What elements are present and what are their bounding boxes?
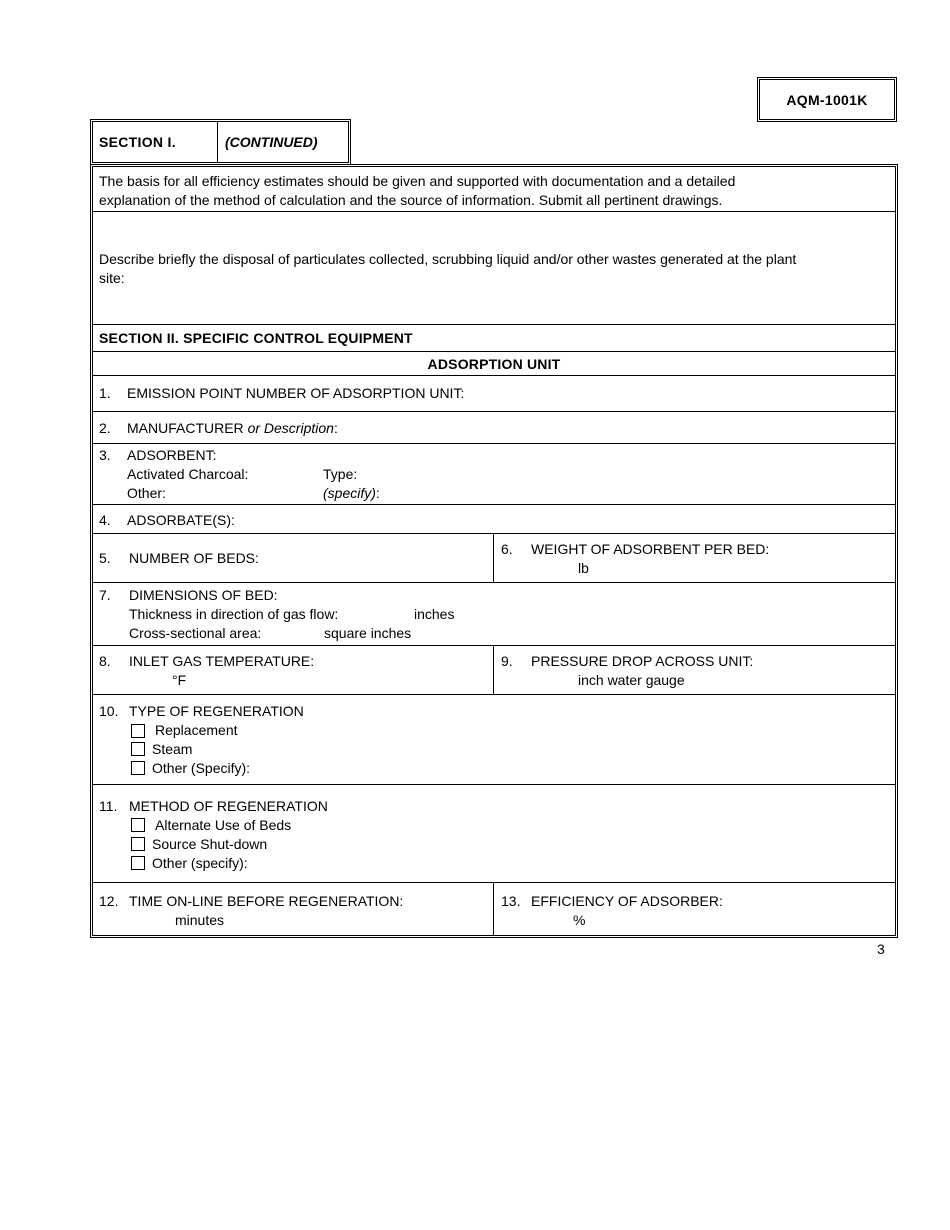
section-2-title: SECTION II. SPECIFIC CONTROL EQUIPMENT — [99, 330, 413, 346]
area-label: Cross-sectional area: — [129, 625, 262, 641]
q10-label: TYPE OF REGENERATION — [129, 703, 304, 719]
adsorption-unit-title: ADSORPTION UNIT — [427, 356, 561, 372]
other-adsorbent-specify-field[interactable]: (specify): — [323, 485, 380, 501]
section-1-header — [90, 119, 351, 165]
checkbox[interactable] — [131, 818, 145, 832]
q5-number: 5. — [99, 550, 111, 566]
divider — [93, 443, 895, 444]
checkbox[interactable] — [131, 761, 145, 775]
q6-unit: lb — [578, 560, 589, 576]
q9-unit: inch water gauge — [578, 672, 685, 688]
form-code-box — [757, 77, 897, 122]
q9-number: 9. — [501, 653, 513, 669]
q2-number: 2. — [99, 420, 111, 436]
q12-number: 12. — [99, 893, 119, 909]
charcoal-label: Activated Charcoal: — [127, 466, 249, 482]
q1-label: EMISSION POINT NUMBER OF ADSORPTION UNIT: — [127, 385, 465, 401]
checkbox[interactable] — [131, 856, 145, 870]
basis-note-line-1: The basis for all efficiency estimates should be given and supported with documentation and a detailed — [99, 173, 736, 189]
divider — [93, 694, 895, 695]
disposal-line-1: Describe briefly the disposal of particulates collected, scrubbing liquid and/or other wastes generated at the plant — [99, 251, 797, 267]
option-label: Steam — [152, 741, 193, 757]
section-1-label: SECTION I. — [93, 122, 218, 162]
q4-label: ADSORBATE(S): — [127, 512, 235, 528]
option-label: Other (specify): — [152, 855, 248, 871]
q2-label: MANUFACTURER or Description: — [127, 420, 338, 436]
other-adsorbent-label: Other: — [127, 485, 166, 501]
thickness-unit: inches — [414, 606, 455, 622]
divider — [93, 582, 895, 583]
q3-label: ADSORBENT: — [127, 447, 217, 463]
divider — [93, 645, 895, 646]
adsorption-form — [90, 164, 898, 938]
area-unit: square inches — [324, 625, 412, 641]
checkbox[interactable] — [131, 724, 145, 738]
q12-unit: minutes — [175, 912, 225, 928]
option-label: Alternate Use of Beds — [155, 817, 292, 833]
q13-number: 13. — [501, 893, 521, 909]
thickness-label: Thickness in direction of gas flow: — [129, 606, 339, 622]
q11-number: 11. — [99, 798, 118, 814]
disposal-line-2: site: — [99, 270, 125, 286]
q9-label: PRESSURE DROP ACROSS UNIT: — [531, 653, 754, 669]
divider — [93, 882, 895, 883]
charcoal-type-field[interactable]: Type: — [323, 466, 358, 482]
q7-number: 7. — [99, 587, 111, 603]
q6-number: 6. — [501, 541, 513, 557]
q1-number: 1. — [99, 385, 111, 401]
basis-note-line-2: explanation of the method of calculation and the source of information. Submit all pertinent drawings. — [99, 192, 723, 208]
option-label: Source Shut-down — [152, 836, 268, 852]
divider — [93, 784, 895, 785]
option-label: Replacement — [155, 722, 238, 738]
q7-label: DIMENSIONS OF BED: — [129, 587, 278, 603]
option-label: Other (Specify): — [152, 760, 251, 776]
section-1-continued: (CONTINUED) — [225, 134, 318, 150]
q11-label: METHOD OF REGENERATION — [129, 798, 328, 814]
column-divider — [493, 882, 494, 935]
column-divider — [493, 645, 494, 694]
divider — [93, 375, 895, 376]
q13-unit: % — [573, 912, 586, 928]
page-number: 3 — [877, 941, 885, 957]
q12-label: TIME ON-LINE BEFORE REGENERATION: — [129, 893, 404, 909]
checkbox[interactable] — [131, 742, 145, 756]
divider — [93, 504, 895, 505]
q8-number: 8. — [99, 653, 111, 669]
checkbox[interactable] — [131, 837, 145, 851]
q13-label: EFFICIENCY OF ADSORBER: — [531, 893, 723, 909]
q10-number: 10. — [99, 703, 119, 719]
column-divider — [493, 533, 494, 582]
divider — [93, 211, 895, 212]
divider — [93, 411, 895, 412]
q8-unit: °F — [172, 672, 187, 688]
q4-number: 4. — [99, 512, 111, 528]
form-code: AQM-1001K — [786, 91, 868, 108]
divider — [93, 324, 895, 325]
divider — [93, 533, 895, 534]
divider — [93, 351, 895, 352]
q3-number: 3. — [99, 447, 111, 463]
q6-label: WEIGHT OF ADSORBENT PER BED: — [531, 541, 770, 557]
q8-label: INLET GAS TEMPERATURE: — [129, 653, 315, 669]
q5-label: NUMBER OF BEDS: — [129, 550, 259, 566]
